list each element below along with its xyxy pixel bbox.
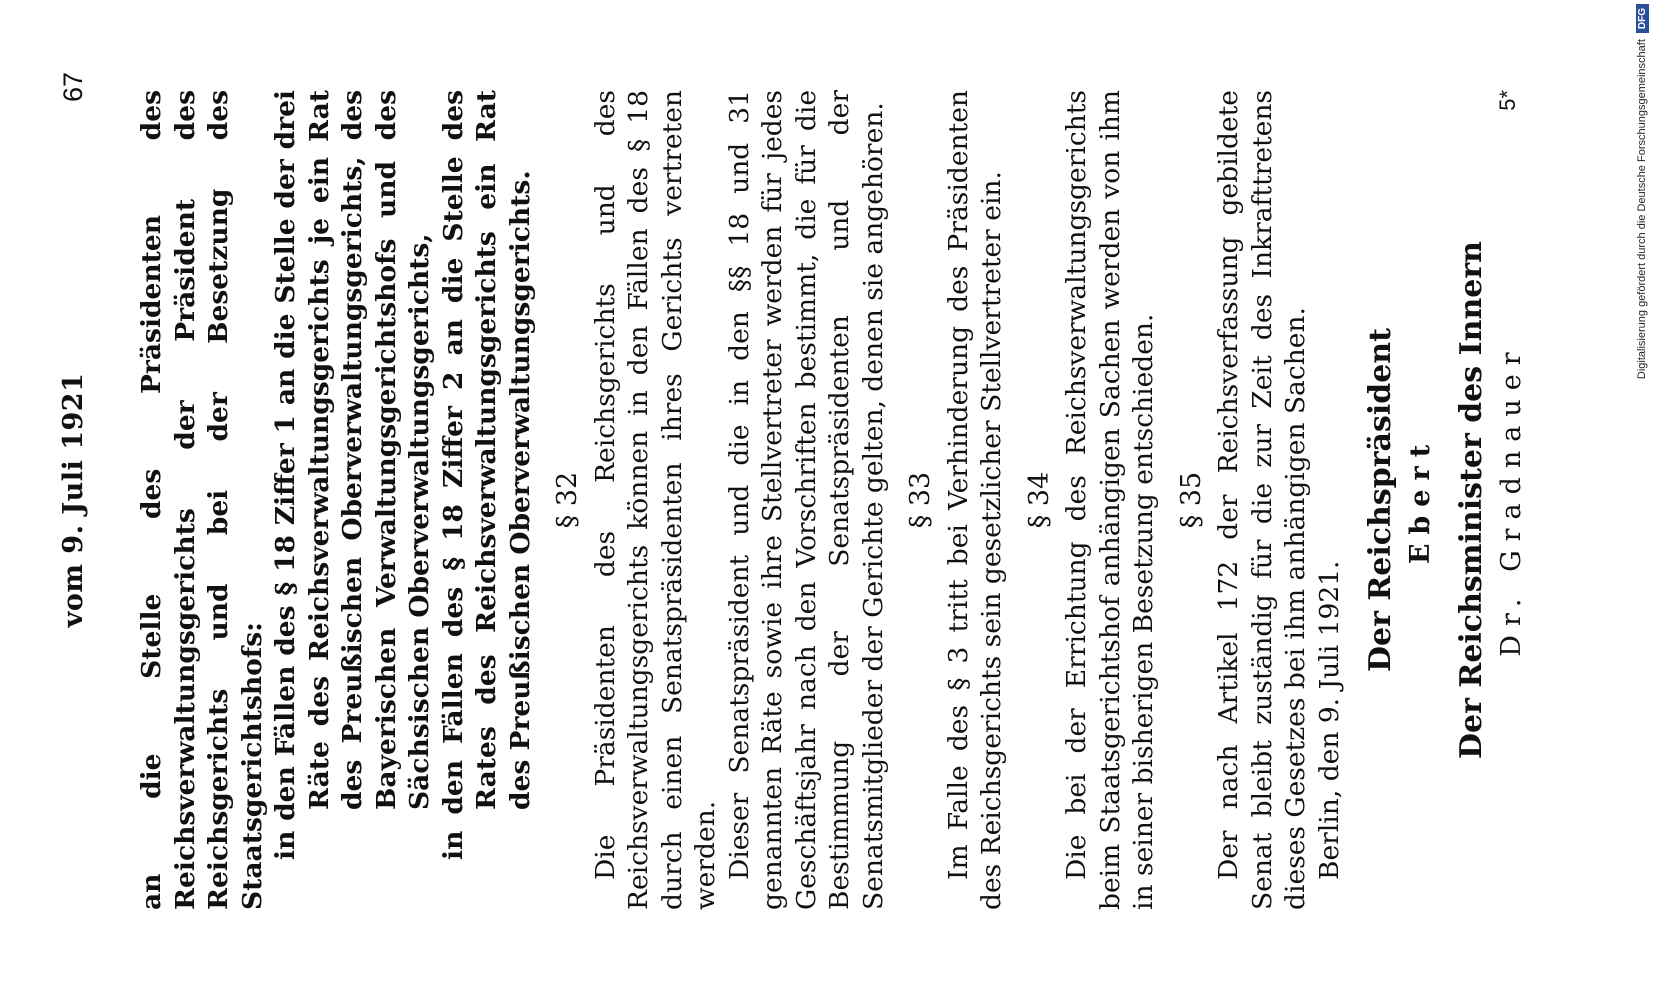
- section-paragraph: Der nach Artikel 172 der Reichsverfassung gebildete Senat bleibt zuständig für die zur Zeit des Inkrafttretens dieses Gesetzes bei ihm anhängigen Sachen.: [1213, 90, 1311, 910]
- section-heading: § 34: [1023, 471, 1055, 529]
- section-paragraph: Die Präsidenten des Reichsgerichts und des Reichsverwaltungsgerichts können in den Fällen des § 18 durch einen Senatspräsidenten ihres Gerichts vertreten werden.: [589, 90, 721, 910]
- section-35: [1175, 90, 1313, 910]
- signature-role: Der Reichsminister des Innern: [1454, 241, 1489, 759]
- signature-name: Ebert: [1404, 435, 1436, 565]
- clause-list: [269, 90, 537, 910]
- dateline: Berlin, den 9. Juli 1921.: [1313, 560, 1345, 880]
- section-paragraph: Dieser Senatspräsident und die in den §§ 18 und 31 genannten Räte sowie ihre Stellvertreter werden für jedes Geschäftsjahr nach den Vorschriften bestimmt, die für die Bestimmung der Senatspräsidenten und der Senatsmitglieder der Gerichte gelten, denen sie angehören.: [723, 90, 889, 910]
- section-32: [551, 90, 890, 910]
- section-heading: § 33: [905, 471, 936, 529]
- section-34: [1023, 90, 1161, 910]
- signature-role: Der Reichspräsident: [1363, 328, 1398, 672]
- clause-item: in den Fällen des § 18 Ziffer 2 an die Stelle des Rates des Reichsverwaltungsgerichts ein Rat des Preußischen Oberverwaltungsgerichts.: [437, 90, 536, 860]
- running-title: vom 9. Juli 1921: [58, 372, 89, 628]
- signature-name: Dr. Gradnauer: [1495, 343, 1527, 657]
- digitization-note: Digitalisierung gefördert durch die Deutsche Forschungsgemeinschaft: [1636, 39, 1648, 380]
- section-paragraph: Die bei der Errichtung des Reichsverwaltungsgerichts beim Staatsgerichtshof anhängigen Sachen werden von ihm in seiner bisherigen Besetzung entschieden.: [1061, 90, 1159, 910]
- section-33: [904, 90, 1009, 910]
- clause-item: in den Fällen des § 18 Ziffer 1 an die Stelle der drei Räte des Reichsverwaltungsgerichts je ein Rat des Preußischen Oberverwaltungsgerichts, des Bayerischen Verwaltungsgerichtshofs und des Sächsischen Oberverwaltungsgerichts,: [270, 90, 435, 860]
- section-heading: § 32: [552, 471, 583, 529]
- section-paragraph: Im Falle des § 3 tritt bei Verhinderung des Präsidenten des Reichsgerichts sein gesetzlicher Stellvertreter ein.: [942, 90, 1007, 910]
- sheet-signature-mark: 5*: [1495, 90, 1520, 111]
- digitization-credit: [1630, 0, 1654, 1000]
- page-number: 67: [58, 72, 88, 103]
- document-body: [135, 90, 1528, 910]
- section-heading: § 35: [1175, 471, 1207, 529]
- intro-paragraph: an die Stelle des Präsidenten des Reichsverwaltungsgerichts der Präsident des Reichsgerichts und bei der Besetzung des Staatsgerichtshofs:: [136, 90, 268, 910]
- dfg-logo: DFG: [1636, 4, 1649, 33]
- page-header: [58, 0, 98, 1000]
